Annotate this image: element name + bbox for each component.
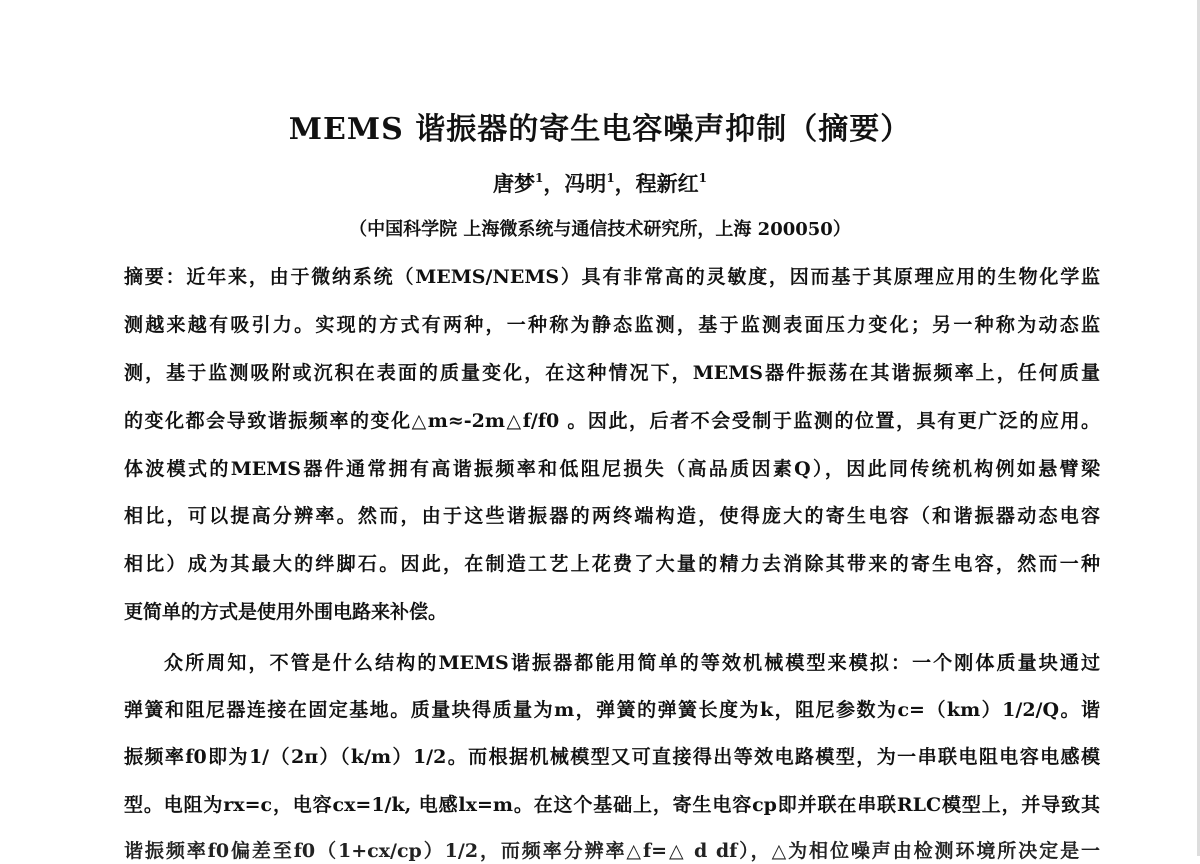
body-line: 众所周知，不管是什么结构的MEMS谐振器都能用简单的等效机械模型来模拟：一个刚体质量块通过: [164, 652, 1100, 674]
abstract-line: 摘要：近年来，由于微纳系统（MEMS/NEMS）具有非常高的灵敏度，因而基于其原理应用的生物化学监: [124, 266, 1100, 288]
abstract-line: 测越来越有吸引力。实现的方式有两种，一种称为静态监测，基于监测表面压力变化；另一种称为动态监: [124, 314, 1100, 336]
body-line: 谐振频率f0偏差至f0（1+cx/cp）1/2，而频率分辨率△f=△ d df），△为相位噪声由检测环境所决定是一: [124, 840, 1100, 862]
abstract-line: 相比）成为其最大的绊脚石。因此，在制造工艺上花费了大量的精力去消除其带来的寄生电容，然而一种: [124, 553, 1100, 575]
affiliation-marker: 1: [698, 171, 708, 185]
abstract-line: 体波模式的MEMS器件通常拥有高谐振频率和低阻尼损失（高品质因素Q），因此同传统机构例如悬臂梁: [124, 458, 1100, 480]
body-line: 弹簧和阻尼器连接在固定基地。质量块得质量为m，弹簧的弹簧长度为k，阻尼参数为c=（km）1/2/Q。谐: [124, 699, 1100, 721]
abstract-line: 更简单的方式是使用外围电路来补偿。: [124, 601, 448, 623]
paper-title: MEMS 谐振器的寄生电容噪声抑制（摘要）: [288, 112, 912, 147]
author-list: [0, 168, 1200, 198]
affiliation-marker: 1: [534, 171, 544, 185]
affiliation: （中国科学院 上海微系统与通信技术研究所，上海 200050）: [349, 219, 851, 240]
author-separator: ，: [543, 171, 565, 196]
author-separator: ，: [614, 171, 636, 196]
abstract-line: 的变化都会导致谐振频率的变化△m≈-2m△f/f0 。因此，后者不会受制于监测的位置，具有更广泛的应用。: [124, 410, 1100, 432]
author-name: 冯明: [564, 171, 607, 196]
author-name: 程新红: [635, 171, 699, 196]
body-line: 振频率f0即为1/（2π）（k/m）1/2。而根据机械模型又可直接得出等效电路模型，为一串联电阻电容电感模: [124, 746, 1100, 768]
body-line: 型。电阻为rx=c，电容cx=1/k, 电感lx=m。在这个基础上，寄生电容cp即并联在串联RLC模型上，并导致其: [124, 794, 1100, 816]
affiliation-marker: 1: [606, 171, 615, 185]
abstract-line: 测，基于监测吸附或沉积在表面的质量变化，在这种情况下，MEMS器件振荡在其谐振频率上，任何质量: [124, 362, 1100, 384]
author-name: 唐梦: [492, 171, 535, 196]
abstract-line: 相比，可以提高分辨率。然而，由于这些谐振器的两终端构造，使得庞大的寄生电容（和谐振器动态电容: [124, 505, 1100, 527]
